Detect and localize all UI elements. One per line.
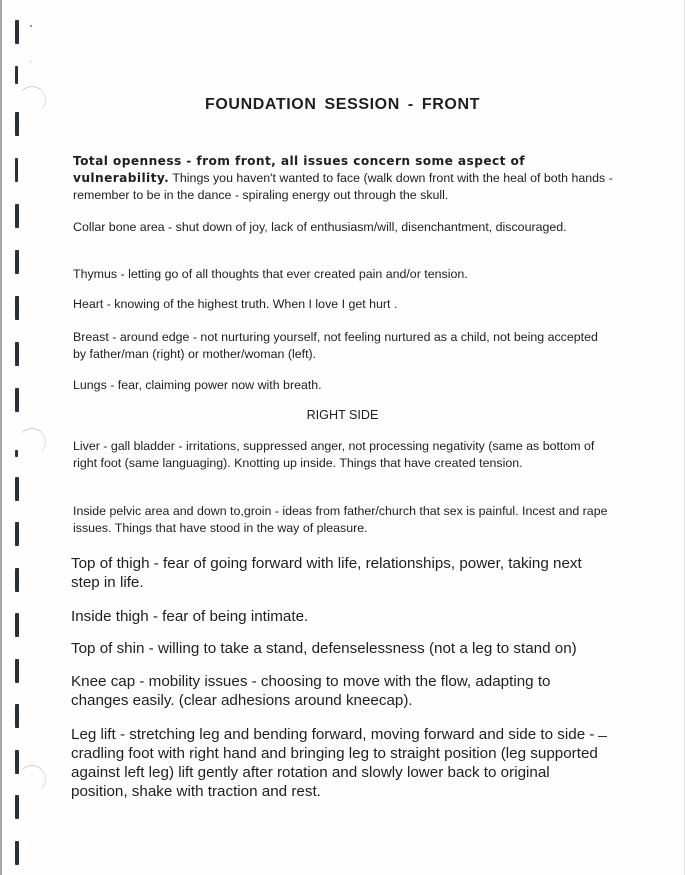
binding-mark — [15, 522, 19, 546]
binding-mark — [15, 112, 19, 136]
leg-item-top-of-thigh: Top of thigh - fear of going forward with life, relationships, power, taking next step in life. — [71, 555, 582, 591]
section-heading-right-side: RIGHT SIDE — [306, 408, 379, 422]
margin-dash-mark — [598, 736, 607, 737]
leg-item-knee-cap: Knee cap - mobility issues - choosing to move with the flow, adapting to changes easily. (clear adhesions around kneecap). — [71, 673, 551, 709]
right-item-pelvic: Inside pelvic area and down to,groin - ideas from father/church that sex is painful. Incest and rape issues. Things that have stood in the way of pleasure. — [73, 504, 608, 535]
leg-item-inside-thigh: Inside thigh - fear of being intimate. — [71, 608, 309, 625]
front-item-lungs: Lungs - fear, claiming power now with breath. — [73, 378, 322, 392]
binding-mark — [15, 450, 18, 457]
intro-text: Things you haven't wanted to face (walk down front with the heal of both hands - remember to be in the dance - spiraling energy out through the skull. — [73, 171, 613, 202]
binding-mark — [15, 613, 19, 637]
binding-mark — [15, 795, 19, 819]
binding-mark — [15, 704, 19, 728]
punch-hole-arc — [18, 765, 46, 793]
right-item-liver: Liver - gall bladder - irritations, suppressed anger, not processing negativity (same as bottom of right foot (same languaging). Knotting up inside. Things that have created tension. — [73, 439, 595, 470]
binding-mark — [15, 841, 19, 865]
binding-mark — [15, 250, 19, 274]
binding-mark — [15, 750, 19, 774]
scan-speck — [30, 25, 32, 27]
binding-mark — [15, 158, 18, 182]
binding-mark — [15, 477, 19, 501]
front-item-thymus: Thymus - letting go of all thoughts that ever created pain and/or tension. — [73, 267, 468, 281]
front-item-heart: Heart - knowing of the highest truth. When I love I get hurt . — [73, 297, 398, 311]
front-item-breast: Breast - around edge - not nurturing yourself, not feeling nurtured as a child, not being accepted by father/man (right) or mother/woman (left). — [73, 330, 598, 361]
document-title: FOUNDATION SESSION - FRONT — [205, 96, 480, 113]
binding-mark — [15, 20, 19, 44]
scan-speck — [30, 61, 31, 62]
leg-item-leg-lift: Leg lift - stretching leg and bending forward, moving forward and side to side - cradling foot with right hand and bringing leg to straight position (leg supported against left leg) lift gently after rotation and slowly lower back to original position, shake with traction and rest. — [71, 726, 598, 800]
intro-bold-lead: Total openness - from front, all issues concern some aspect of vulnerability. — [73, 154, 525, 185]
intro-paragraph — [73, 153, 613, 204]
binding-mark — [15, 296, 19, 320]
page-left-edge — [0, 0, 2, 875]
binding-mark — [15, 66, 18, 84]
leg-item-top-of-shin: Top of shin - willing to take a stand, defenselessness (not a leg to stand on) — [71, 640, 577, 657]
front-item-collar-bone: Collar bone area - shut down of joy, lack of enthusiasm/will, disenchantment, discouraged. — [73, 220, 567, 234]
binding-mark — [15, 659, 19, 683]
binding-mark — [15, 204, 19, 228]
binding-mark — [15, 568, 19, 592]
punch-hole-arc — [18, 428, 46, 456]
binding-mark — [15, 342, 19, 366]
